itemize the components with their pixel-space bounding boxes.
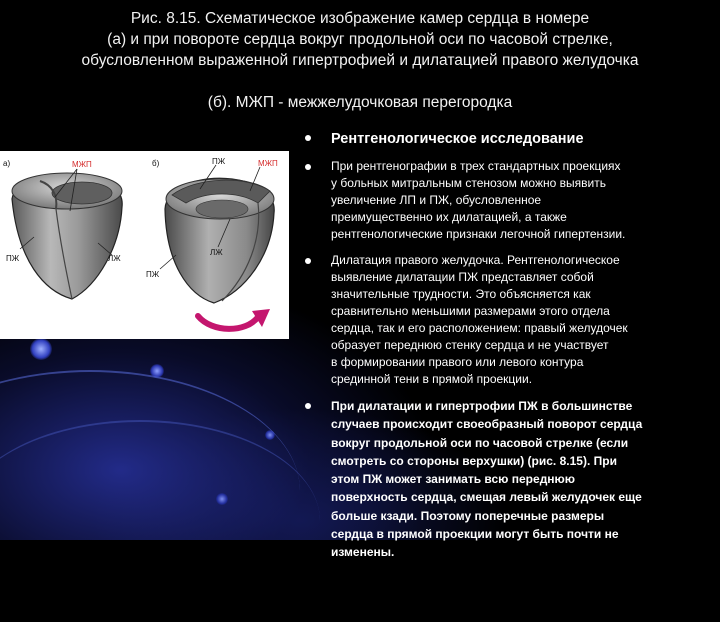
paragraph-dilatation [331,252,712,388]
text-line: сравнительно меньшими размерами этого отдела [331,304,610,318]
text-line: выявление дилатации ПЖ представляет собой [331,270,594,284]
text-line: срединной тени в прямой проекции. [331,372,533,386]
panel-a-label-lzh: ЛЖ [108,254,121,263]
bullet-dot-icon [305,164,311,170]
text-line: в формировании правого или левого контура [331,355,584,369]
text-line: увеличение ЛП и ПЖ, обусловленное [331,193,542,207]
text-line: образует переднюю стенку сердца и не участвует [331,338,609,352]
text-line: рентгенологические признаки легочной гипертензии. [331,227,626,241]
bullet-list [302,129,712,571]
text-line: у больных митральным стенозом можно выявить [331,176,606,190]
heart-chambers-figure [0,151,289,339]
title-line: Рис. 8.15. Схематическое изображение камер сердца в номере [130,10,590,27]
list-item [302,158,712,243]
panel-b-label-mzhp: МЖП [258,159,278,168]
text-line: смотреть со стороны верхушки) (рис. 8.15). При [331,453,617,468]
text-line: случаев происходит своеобразный поворот сердца [331,417,643,432]
title-line: обусловленном выраженной гипертрофией и дилатацией правого желудочка [81,52,639,69]
decorative-glow-dot [30,338,52,360]
text-line: вокруг продольной оси по часовой стрелке (если [331,435,629,450]
text-line: сердца, так и его расположением: правый желудочек [331,321,628,335]
text-line: поверхность сердца, смещая левый желудочек еще [331,490,642,505]
panel-a-label-mzhp: МЖП [72,160,92,169]
panel-b-label-lzh: ЛЖ [210,248,223,257]
title-line: (а) и при повороте сердца вокруг продольной оси по часовой стрелке, [107,31,613,48]
panel-b-label-pzh-bottom: ПЖ [146,270,160,279]
list-item [302,397,712,562]
list-item [302,252,712,388]
paragraph-rotation [331,397,712,562]
paragraph-xray [331,158,712,243]
text-line: Дилатация правого желудочка. Рентгенологическое [331,253,620,267]
text-line: изменены. [331,545,395,560]
panel-a-label-pzh: ПЖ [6,254,20,263]
panel-b [160,165,274,303]
bullet-dot-icon [305,135,311,141]
text-line: преимущественно их дилатацией, а также [331,210,567,224]
section-heading: Рентгенологическое исследование [331,131,584,147]
panel-b-letter: б) [152,159,160,168]
title-line: (б). МЖП - межжелудочковая перегородка [207,94,513,111]
bullet-dot-icon [305,403,311,409]
panel-a [12,169,122,299]
text-line: больше кзади. Поэтому поперечные размеры [331,508,605,523]
text-line: При дилатации и гипертрофии ПЖ в большинстве [331,399,633,413]
heart-chambers-diagram [0,151,289,339]
text-line: значительные трудности. Это объясняется как [331,287,591,301]
bullet-dot-icon [305,258,311,264]
text-line: При рентгенографии в трех стандартных проекциях [331,159,621,173]
slide-title [0,8,720,113]
rotation-arrow-icon [198,309,270,329]
text-line: сердца в прямой проекции могут быть почти не [331,527,619,542]
panel-a-letter: а) [3,159,11,168]
text-line: этом ПЖ может занимать всю переднюю [331,472,576,487]
panel-b-label-pzh-top: ПЖ [212,157,226,166]
list-item [302,129,712,149]
